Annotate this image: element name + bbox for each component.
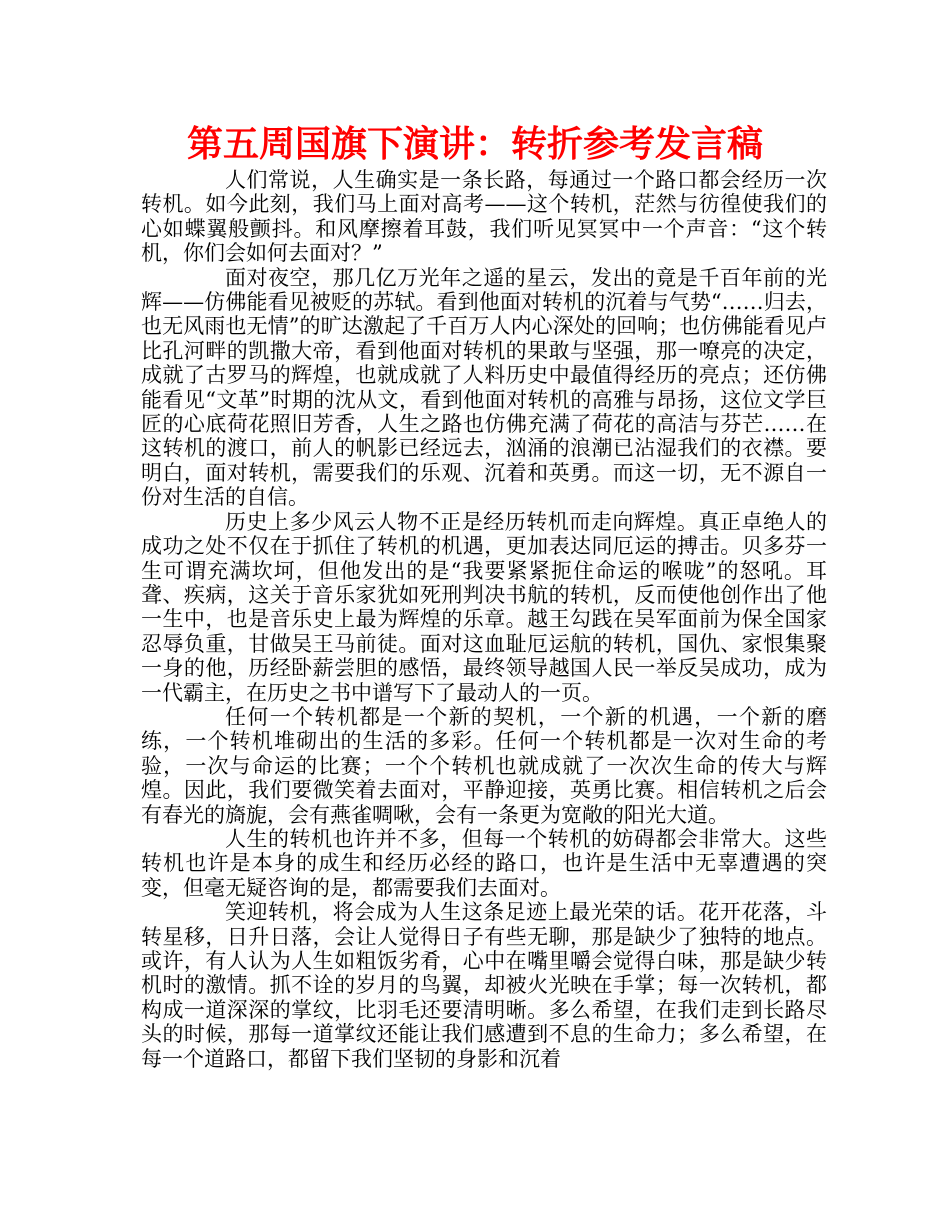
- paragraph-5: 人生的转机也许并不多，但每一个转机的妨碍都会非常大。这些转机也许是本身的成生和经历必经的路口，也许是生活中无辜遭遇的突变，但毫无疑咨询的是，都需要我们去面对。: [141, 826, 827, 900]
- paragraph-6: 笑迎转机，将会成为人生这条足迹上最光荣的话。花开花落，斗转星移，日升日落，会让人觉得日子有些无聊，那是缺少了独特的地点。或许，有人认为人生如粗饭劣肴，心中在嘴里嚼会觉得白味，那是缺少转机时的激情。抓不诠的岁月的鸟翼，却被火光映在手掌；每一次转机，都构成一道深深的掌纹，比羽毛还要清明晰。多么希望，在我们走到长路尽头的时候，那每一道掌纹还能让我们感遭到不息的生命力；多么希望，在每一个道路口，都留下我们坚韧的身影和沉着: [141, 900, 827, 1071]
- paragraph-2: 面对夜空，那几亿万光年之遥的星云，发出的竟是千百年前的光辉——仿佛能看见被贬的苏轼。看到他面对转机的沉着与气势“……归去，也无风雨也无情”的旷达激起了千百万人内心深处的回响；也仿佛能看见卢比孔河畔的凯撒大帝，看到他面对转机的果敢与坚强，那一嘹亮的决定，成就了古罗马的辉煌，也就成就了人料历史中最值得经历的亮点；还仿佛能看见“文革”时期的沈从文，看到他面对转机的高雅与昂扬，这位文学巨匠的心底荷花照旧芳香，人生之路也仿佛充满了荷花的高洁与芬芒……在这转机的渡口，前人的帆影已经远去，汹涌的浪潮已沾湿我们的衣襟。要明白，面对转机，需要我们的乐观、沉着和英勇。而这一切，无不源自一份对生活的自信。: [141, 265, 827, 510]
- page-title: 第五周国旗下演讲：转折参考发言稿: [186, 124, 763, 165]
- paragraph-3: 历史上多少风云人物不正是经历转机而走向辉煌。真正卓绝人的成功之处不仅在于抓住了转机的机遇，更加表达同厄运的搏击。贝多芬一生可谓充满坎坷，但他发出的是“我要紧紧扼住命运的喉咙”的怒吼。耳聋、疾病，这关于音乐家犹如死刑判决书航的转机，反而使他创作出了他一生中，也是音乐史上最为辉煌的乐章。越王勾践在吴军面前为保全国家忍辱负重，甘做吴王马前徒。面对这血耻厄运航的转机，国仇、家恨集聚一身的他，历经卧薪尝胆的感悟，最终领导越国人民一举反吴成功，成为一代霸主，在历史之书中谱写下了最动人的一页。: [141, 509, 827, 705]
- paragraph-1: 人们常说，人生确实是一条长路，每通过一个路口都会经历一次转机。如今此刻，我们马上面对高考——这个转机，茫然与彷徨使我们的心如蝶翼般颤抖。和风摩擦着耳鼓，我们听见冥冥中一个声音：“这个转机，你们会如何去面对？”: [141, 168, 827, 266]
- paragraph-4: 任何一个转机都是一个新的契机，一个新的机遇，一个新的磨练，一个转机堆砌出的生活的多彩。任何一个转机都是一次对生命的考验，一次与命运的比赛；一个个转机也就成就了一次次生命的传大与辉煌。因此，我们要微笑着去面对，平静迎接，英勇比赛。相信转机之后会有春光的旖旎，会有燕雀啁啾，会有一条更为宽敞的阳光大道。: [141, 704, 827, 827]
- speech-body: [141, 168, 827, 1071]
